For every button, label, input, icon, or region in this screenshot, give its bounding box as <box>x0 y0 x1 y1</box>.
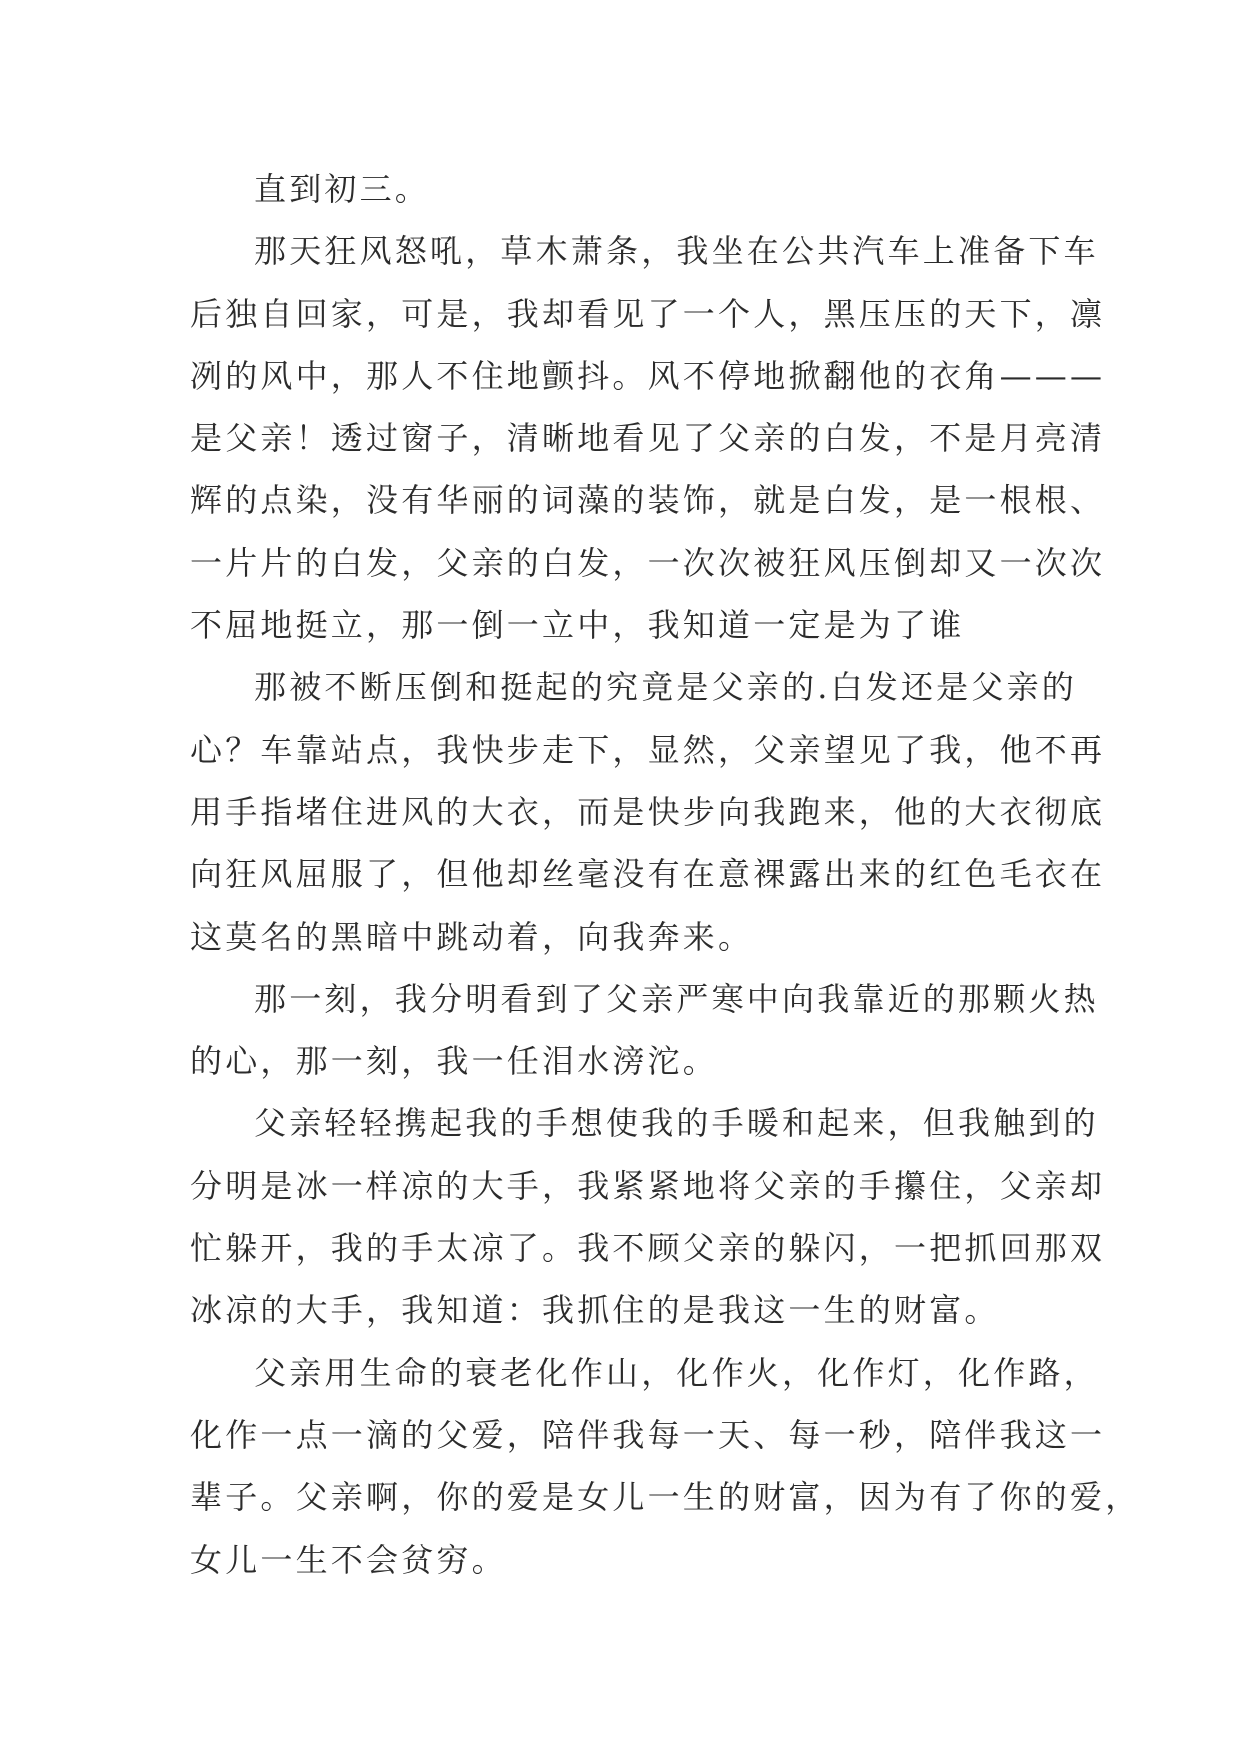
text-line: 辉的点染，没有华丽的词藻的装饰，就是白发，是一根根、 <box>190 481 1106 520</box>
paragraph-first-line: 那天狂风怒吼，草木萧条，我坐在公共汽车上准备下车 <box>254 232 1099 271</box>
text-line: 后独自回家，可是，我却看见了一个人，黑压压的天下，凛 <box>190 294 1106 333</box>
paragraph-first-line: 父亲用生命的衰老化作山，化作火，化作灯，化作路， <box>254 1353 1099 1392</box>
text-line: 化作一点一滴的父爱，陪伴我每一天、每一秒，陪伴我这一 <box>190 1415 1106 1454</box>
text-line: 冰凉的大手，我知道：我抓住的是我这一生的财富。 <box>190 1291 1000 1330</box>
essay-body <box>190 158 1141 1591</box>
paragraph-first-line: 直到初三。 <box>254 170 431 208</box>
text-line: 心？车靠站点，我快步走下，显然，父亲望见了我，他不再 <box>190 730 1106 769</box>
text-line: 是父亲！透过窗子，清晰地看见了父亲的白发，不是月亮清 <box>190 419 1106 458</box>
text-line: 用手指堵住进风的大衣，而是快步向我跑来，他的大衣彻底 <box>190 792 1106 831</box>
text-line: 这莫名的黑暗中跳动着，向我奔来。 <box>190 917 754 956</box>
text-line: 冽的风中，那人不住地颤抖。风不停地掀翻他的衣角——— <box>190 356 1106 395</box>
paragraph-first-line: 那被不断压倒和挺起的究竟是父亲的.白发还是父亲的 <box>254 668 1077 707</box>
text-line: 辈子。父亲啊，你的爱是女儿一生的财富，因为有了你的爱， <box>190 1478 1141 1517</box>
paragraph-first-line: 父亲轻轻携起我的手想使我的手暖和起来，但我触到的 <box>254 1104 1099 1143</box>
paragraph-first-line: 那一刻，我分明看到了父亲严寒中向我靠近的那颗火热 <box>254 979 1099 1018</box>
text-line: 向狂风屈服了，但他却丝毫没有在意裸露出来的红色毛衣在 <box>190 855 1106 894</box>
text-line: 不屈地挺立，那一倒一立中，我知道一定是为了谁 <box>190 606 965 645</box>
text-line: 的心，那一刻，我一任泪水滂沱。 <box>190 1042 719 1081</box>
text-line: 一片片的白发，父亲的白发，一次次被狂风压倒却又一次次 <box>190 543 1106 582</box>
text-line: 忙躲开，我的手太凉了。我不顾父亲的躲闪，一把抓回那双 <box>190 1229 1106 1268</box>
text-line: 分明是冰一样凉的大手，我紧紧地将父亲的手攥住，父亲却 <box>190 1166 1106 1205</box>
text-line: 女儿一生不会贫穷。 <box>190 1540 507 1579</box>
